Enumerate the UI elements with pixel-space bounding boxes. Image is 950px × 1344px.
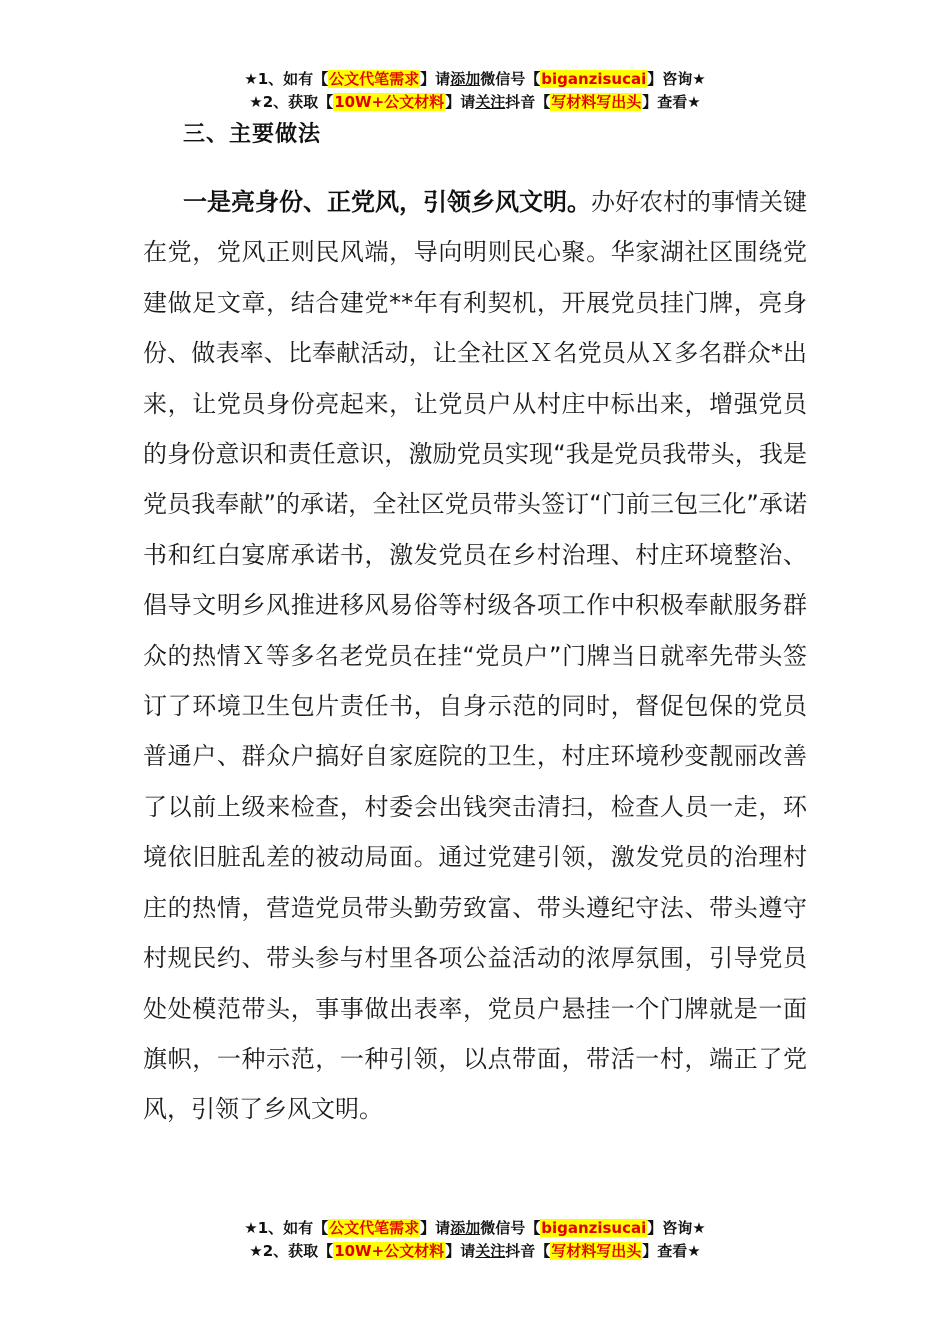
- banner-text: 微信号【: [480, 1219, 541, 1237]
- banner-line-2: [0, 1240, 950, 1263]
- banner-text: 抖音【: [505, 1242, 551, 1260]
- banner-text: ★2、获取【: [249, 1242, 334, 1260]
- banner-text: 抖音【: [505, 93, 551, 111]
- banner-text: ★2、获取【: [249, 93, 334, 111]
- banner-highlight: biganzisucai: [541, 70, 647, 88]
- section-paragraph: [143, 177, 807, 1135]
- header-banner: [0, 68, 950, 114]
- banner-text: 】请: [445, 93, 476, 111]
- banner-underlined: 关注: [475, 1242, 506, 1260]
- banner-text: 】查看★: [642, 1242, 701, 1260]
- paragraph-body: 办好农村的事情关键在党，党风正则民风端，导向明则民心聚。华家湖社区围绕党建做足文章，结合建党**年有利契机，开展党员挂门牌，亮身份、做表率、比奉献活动，让全社区Ｘ名党员从Ｘ多名群众*出来，让党员身份亮起来，让党员户从村庄中标出来，增强党员的身份意识和责任意识，激励党员实现“我是党员我带头，我是党员我奉献”的承诺，全社区党员带头签订“门前三包三化”承诺书和红白宴席承诺书，激发党员在乡村治理、村庄环境整治、倡导文明乡风推进移风易俗等村级各项工作中积极奉献服务群众的热情Ｘ等多名老党员在挂“党员户”门牌当日就率先带头签订了环境卫生包片责任书，自身示范的同时，督促包保的党员普通户、群众户搞好自家庭院的卫生，村庄环境秒变靓丽改善了以前上级来检查，村委会出钱突击清扫，检查人员一走，环境依旧脏乱差的被动局面。通过党建引领，激发党员的治理村庄的热情，营造党员带头勤劳致富、带头遵纪守法、带头遵守村规民约、带头参与村里各项公益活动的浓厚氛围，引导党员处处模范带头，事事做出表率，党员户悬挂一个门牌就是一面旗帜，一种示范，一种引领，以点带面，带活一村，端正了党风，引领了乡风文明。: [143, 188, 807, 1124]
- banner-text: 】请: [420, 1219, 451, 1237]
- banner-underlined: 添加: [450, 1219, 481, 1237]
- banner-highlight: 写材料写出头: [551, 93, 642, 111]
- section-heading: 三、主要做法: [183, 122, 322, 147]
- banner-line-2: [0, 91, 950, 114]
- banner-text: 】咨询★: [647, 70, 706, 88]
- banner-line-1: [0, 1217, 950, 1240]
- banner-text: 】请: [420, 70, 451, 88]
- paragraph-lead: 一是亮身份、正党风，引领乡风文明。: [183, 188, 591, 216]
- banner-underlined: 添加: [450, 70, 481, 88]
- banner-text: ★1、如有【: [244, 70, 329, 88]
- banner-highlight: biganzisucai: [541, 1219, 647, 1237]
- banner-line-1: [0, 68, 950, 91]
- banner-text: ★1、如有【: [244, 1219, 329, 1237]
- banner-text: 】请: [445, 1242, 476, 1260]
- banner-highlight: 10W+公文材料: [334, 1242, 445, 1260]
- banner-highlight: 写材料写出头: [551, 1242, 642, 1260]
- banner-highlight: 10W+公文材料: [334, 93, 445, 111]
- banner-text: 】查看★: [642, 93, 701, 111]
- footer-banner: [0, 1217, 950, 1263]
- banner-highlight: 公文代笔需求: [329, 70, 420, 88]
- banner-text: 微信号【: [480, 70, 541, 88]
- banner-text: 】咨询★: [647, 1219, 706, 1237]
- banner-highlight: 公文代笔需求: [329, 1219, 420, 1237]
- banner-underlined: 关注: [475, 93, 506, 111]
